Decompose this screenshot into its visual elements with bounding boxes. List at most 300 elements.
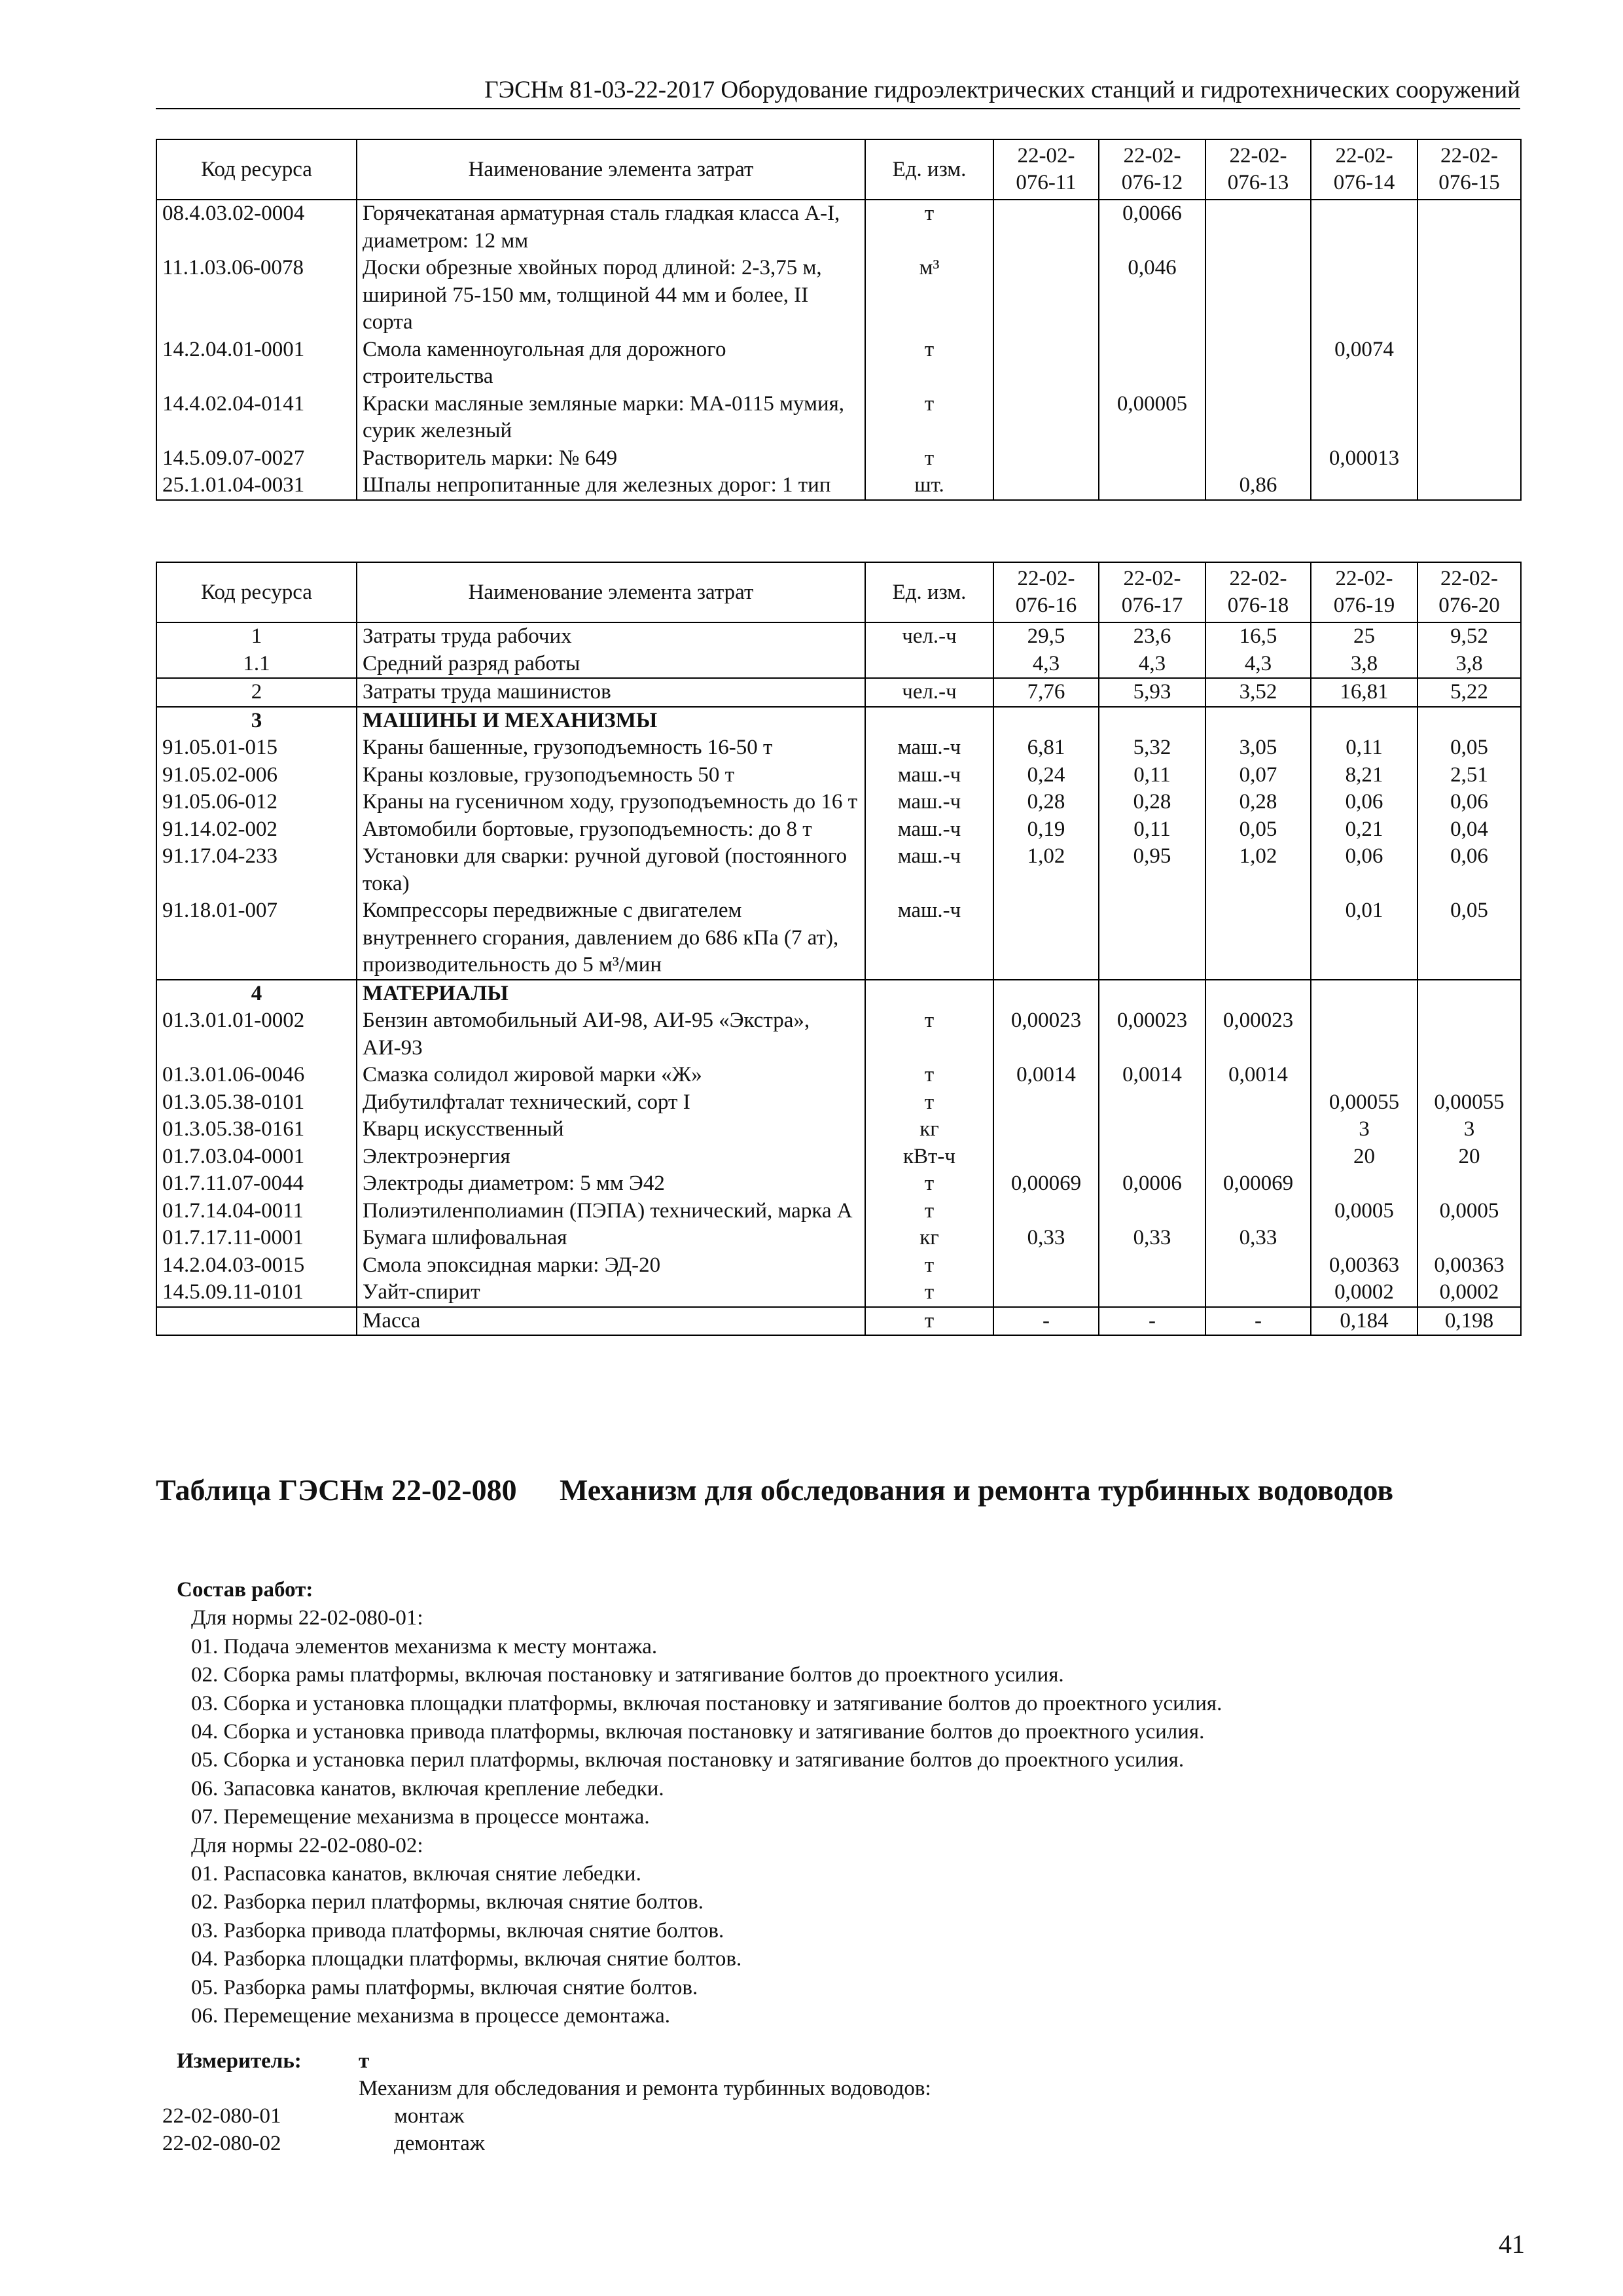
value — [993, 1089, 1099, 1117]
value — [1418, 707, 1521, 735]
column-header: 22-02- 076-18 — [1205, 562, 1311, 622]
column-header: 22-02- 076-16 — [993, 562, 1099, 622]
value — [1099, 1279, 1205, 1307]
value — [1311, 1170, 1418, 1198]
value: 0,11 — [1099, 762, 1205, 789]
table-row — [156, 1252, 1521, 1280]
value — [1205, 391, 1311, 445]
work-composition — [177, 1576, 1222, 2031]
value: 7,76 — [993, 678, 1099, 707]
value: 16,5 — [1205, 622, 1311, 651]
value: 9,52 — [1418, 622, 1521, 651]
resource-code: 01.7.03.04-0001 — [156, 1143, 357, 1171]
table-row — [156, 1143, 1521, 1171]
table-row — [156, 472, 1521, 500]
unit: маш.-ч — [865, 843, 993, 897]
resource-code: 01.3.05.38-0101 — [156, 1089, 357, 1117]
value — [1418, 445, 1521, 473]
norm-code: 22-02-080-01 — [162, 2104, 281, 2128]
resource-code: 91.17.04-233 — [156, 843, 357, 897]
value — [1099, 472, 1205, 500]
resource-code: 91.14.02-002 — [156, 816, 357, 844]
work-step: 06. Перемещение механизма в процессе демонтажа. — [191, 2004, 671, 2028]
table-row — [156, 336, 1521, 391]
value — [1418, 980, 1521, 1008]
value: 5,93 — [1099, 678, 1205, 707]
unit: кВт-ч — [865, 1143, 993, 1171]
value: 0,00023 — [1205, 1007, 1311, 1062]
resource-code: 14.5.09.07-0027 — [156, 445, 357, 473]
table-title-name: Механизм для обследования и ремонта турбинных водоводов — [560, 1473, 1394, 1507]
work-step: 07. Перемещение механизма в процессе монтажа. — [191, 1805, 650, 1829]
table-row — [156, 255, 1521, 336]
resource-code: 1.1 — [156, 651, 357, 679]
resource-code: 01.3.05.38-0161 — [156, 1116, 357, 1143]
resource-name: Смола эпоксидная марки: ЭД-20 — [357, 1252, 865, 1280]
resource-name: Шпалы непропитанные для железных дорог: 1 тип — [357, 472, 865, 500]
value: 0,00023 — [993, 1007, 1099, 1062]
unit: маш.-ч — [865, 734, 993, 762]
resource-code: 01.7.17.11-0001 — [156, 1225, 357, 1252]
value — [1205, 1089, 1311, 1117]
value — [1099, 1252, 1205, 1280]
table-row — [156, 1198, 1521, 1225]
resource-code: 4 — [156, 980, 357, 1008]
column-header: 22-02- 076-14 — [1311, 139, 1418, 200]
column-header: Код ресурса — [156, 139, 357, 200]
resource-name: Краны башенные, грузоподъемность 16-50 т — [357, 734, 865, 762]
measure-label: Измеритель: — [177, 2049, 302, 2073]
value: 0,24 — [993, 762, 1099, 789]
value — [993, 1198, 1099, 1225]
unit: чел.-ч — [865, 678, 993, 707]
resource-table-1 — [156, 139, 1522, 501]
resource-name: Полиэтиленполиамин (ПЭПА) технический, марка А — [357, 1198, 865, 1225]
resource-name: Смола каменноугольная для дорожного строительства — [357, 336, 865, 391]
resource-code: 25.1.01.04-0031 — [156, 472, 357, 500]
table-row — [156, 622, 1521, 651]
resource-name: Кварц искусственный — [357, 1116, 865, 1143]
unit: маш.-ч — [865, 789, 993, 816]
value: 1,02 — [993, 843, 1099, 897]
value: 8,21 — [1311, 762, 1418, 789]
unit: т — [865, 1252, 993, 1280]
column-header: Наименование элемента затрат — [357, 139, 865, 200]
value — [1205, 1279, 1311, 1307]
resource-name: Электроэнергия — [357, 1143, 865, 1171]
column-header: 22-02- 076-13 — [1205, 139, 1311, 200]
resource-code: 01.3.01.06-0046 — [156, 1062, 357, 1089]
section-row — [156, 980, 1521, 1008]
value: 0,07 — [1205, 762, 1311, 789]
value — [1205, 445, 1311, 473]
resource-code: 14.5.09.11-0101 — [156, 1279, 357, 1307]
value: 0,33 — [1205, 1225, 1311, 1252]
value — [1311, 472, 1418, 500]
norm-code: 22-02-080-02 — [162, 2132, 281, 2155]
resource-name: Бензин автомобильный АИ-98, АИ-95 «Экстра», АИ-93 — [357, 1007, 865, 1062]
resource-name: Затраты труда машинистов — [357, 678, 865, 707]
value: 0,33 — [1099, 1225, 1205, 1252]
value: 0,05 — [1205, 816, 1311, 844]
unit: шт. — [865, 472, 993, 500]
value — [1205, 707, 1311, 735]
value — [1099, 1143, 1205, 1171]
value — [1099, 1116, 1205, 1143]
value — [993, 200, 1099, 255]
value: 0,198 — [1418, 1307, 1521, 1336]
value — [1099, 980, 1205, 1008]
value: 0,86 — [1205, 472, 1311, 500]
value — [1418, 1062, 1521, 1089]
unit: т — [865, 336, 993, 391]
unit: т — [865, 1062, 993, 1089]
work-step: 03. Разборка привода платформы, включая снятие болтов. — [191, 1918, 724, 1943]
resource-code: 91.05.06-012 — [156, 789, 357, 816]
unit — [865, 651, 993, 679]
value: 0,0014 — [1205, 1062, 1311, 1089]
norm-name: демонтаж — [394, 2132, 485, 2155]
table-row — [156, 843, 1521, 897]
resource-code: 01.7.11.07-0044 — [156, 1170, 357, 1198]
resource-name: Краски масляные земляные марки: МА-0115 мумия, сурик железный — [357, 391, 865, 445]
table-header-row — [156, 562, 1521, 622]
value: - — [993, 1307, 1099, 1336]
table-row — [156, 445, 1521, 473]
resource-name: Установки для сварки: ручной дуговой (постоянного тока) — [357, 843, 865, 897]
unit: кг — [865, 1225, 993, 1252]
table-row — [156, 897, 1521, 980]
work-step: 04. Сборка и установка привода платформы, включая постановку и затягивание болтов до проектного усилия. — [191, 1720, 1205, 1744]
value: 0,21 — [1311, 816, 1418, 844]
work-step: 01. Распасовка канатов, включая снятие лебедки. — [191, 1862, 641, 1886]
resource-code: 91.18.01-007 — [156, 897, 357, 980]
value: 0,00005 — [1099, 391, 1205, 445]
unit: т — [865, 391, 993, 445]
column-header: Код ресурса — [156, 562, 357, 622]
work-step: Для нормы 22-02-080-02: — [191, 1833, 423, 1857]
value: 23,6 — [1099, 622, 1205, 651]
value: 4,3 — [1099, 651, 1205, 679]
value: 0,00055 — [1311, 1089, 1418, 1117]
table-row — [156, 1225, 1521, 1252]
value: 0,00055 — [1418, 1089, 1521, 1117]
value — [1418, 255, 1521, 336]
work-step: 01. Подача элементов механизма к месту монтажа. — [191, 1634, 658, 1659]
value: 0,0014 — [1099, 1062, 1205, 1089]
column-header: 22-02- 076-12 — [1099, 139, 1205, 200]
unit: т — [865, 200, 993, 255]
value — [1311, 391, 1418, 445]
value — [993, 1116, 1099, 1143]
section-row — [156, 707, 1521, 735]
value: 0,28 — [1205, 789, 1311, 816]
value — [1205, 1116, 1311, 1143]
value: 3,52 — [1205, 678, 1311, 707]
value: 0,04 — [1418, 816, 1521, 844]
resource-code: 91.05.02-006 — [156, 762, 357, 789]
value — [993, 1143, 1099, 1171]
value — [993, 445, 1099, 473]
unit: маш.-ч — [865, 897, 993, 980]
value: 3,8 — [1311, 651, 1418, 679]
value: 16,81 — [1311, 678, 1418, 707]
norm-name: монтаж — [394, 2104, 465, 2128]
value: 4,3 — [1205, 651, 1311, 679]
work-step: 05. Разборка рамы платформы, включая снятие болтов. — [191, 1975, 698, 2000]
resource-name: Бумага шлифовальная — [357, 1225, 865, 1252]
value: 0,06 — [1418, 843, 1521, 897]
resource-table-2 — [156, 562, 1522, 1336]
value: 0,06 — [1311, 789, 1418, 816]
table-row — [156, 1279, 1521, 1307]
table-row — [156, 1116, 1521, 1143]
value — [1205, 200, 1311, 255]
value — [993, 1279, 1099, 1307]
table-row — [156, 1170, 1521, 1198]
value: 6,81 — [993, 734, 1099, 762]
value — [1311, 200, 1418, 255]
value — [1099, 897, 1205, 980]
value — [993, 391, 1099, 445]
work-step: 04. Разборка площадки платформы, включая снятие болтов. — [191, 1947, 742, 1971]
value: 0,00023 — [1099, 1007, 1205, 1062]
value — [1418, 336, 1521, 391]
unit: т — [865, 1089, 993, 1117]
value — [1418, 1007, 1521, 1062]
value — [1418, 391, 1521, 445]
resource-code: 11.1.03.06-0078 — [156, 255, 357, 336]
value — [1418, 472, 1521, 500]
value — [1099, 707, 1205, 735]
value: 0,00363 — [1311, 1252, 1418, 1280]
value: 2,51 — [1418, 762, 1521, 789]
resource-code: 01.7.14.04-0011 — [156, 1198, 357, 1225]
table-row — [156, 200, 1521, 255]
value — [993, 255, 1099, 336]
value: 0,0002 — [1311, 1279, 1418, 1307]
value: 0,11 — [1311, 734, 1418, 762]
unit: т — [865, 1007, 993, 1062]
value: 1,02 — [1205, 843, 1311, 897]
header-rule — [156, 108, 1520, 109]
value: 3,05 — [1205, 734, 1311, 762]
resource-name: МАТЕРИАЛЫ — [357, 980, 865, 1008]
value — [1205, 255, 1311, 336]
value: 5,32 — [1099, 734, 1205, 762]
resource-name: Краны козловые, грузоподъемность 50 т — [357, 762, 865, 789]
value: 0,33 — [993, 1225, 1099, 1252]
resource-code: 1 — [156, 622, 357, 651]
value — [993, 707, 1099, 735]
unit: т — [865, 1198, 993, 1225]
value: 4,3 — [993, 651, 1099, 679]
unit: т — [865, 445, 993, 473]
value: 0,0066 — [1099, 200, 1205, 255]
work-step: 02. Разборка перил платформы, включая снятие болтов. — [191, 1890, 704, 1914]
value: 0,05 — [1418, 734, 1521, 762]
value: 0,046 — [1099, 255, 1205, 336]
table-row — [156, 678, 1521, 707]
measure-description: Механизм для обследования и ремонта турбинных водоводов: — [359, 2077, 931, 2100]
unit — [865, 707, 993, 735]
resource-code: 08.4.03.02-0004 — [156, 200, 357, 255]
unit: маш.-ч — [865, 762, 993, 789]
work-step: 05. Сборка и установка перил платформы, включая постановку и затягивание болтов до проектного усилия. — [191, 1748, 1185, 1772]
table-row — [156, 1007, 1521, 1062]
column-header: 22-02- 076-19 — [1311, 562, 1418, 622]
value — [1205, 1198, 1311, 1225]
unit: т — [865, 1170, 993, 1198]
work-step: Для нормы 22-02-080-01: — [191, 1606, 423, 1630]
resource-name: Краны на гусеничном ходу, грузоподъемность до 16 т — [357, 789, 865, 816]
value: 0,06 — [1311, 843, 1418, 897]
value: 0,0005 — [1311, 1198, 1418, 1225]
value: 25 — [1311, 622, 1418, 651]
measure-unit: т — [359, 2049, 370, 2073]
value: 0,28 — [1099, 789, 1205, 816]
value — [1205, 1143, 1311, 1171]
value — [993, 1252, 1099, 1280]
value — [993, 897, 1099, 980]
value: 3,8 — [1418, 651, 1521, 679]
unit: чел.-ч — [865, 622, 993, 651]
value: 0,95 — [1099, 843, 1205, 897]
table-row — [156, 1089, 1521, 1117]
value: 0,0074 — [1311, 336, 1418, 391]
table-row — [156, 651, 1521, 679]
value: 0,28 — [993, 789, 1099, 816]
value: 20 — [1418, 1143, 1521, 1171]
value — [1099, 1089, 1205, 1117]
value: 0,06 — [1418, 789, 1521, 816]
value — [1418, 1225, 1521, 1252]
unit: т — [865, 1307, 993, 1336]
value: 0,11 — [1099, 816, 1205, 844]
column-header: 22-02- 076-11 — [993, 139, 1099, 200]
column-header: 22-02- 076-20 — [1418, 562, 1521, 622]
value: 29,5 — [993, 622, 1099, 651]
work-step: 02. Сборка рамы платформы, включая постановку и затягивание болтов до проектного усилия. — [191, 1663, 1064, 1687]
value: 0,0005 — [1418, 1198, 1521, 1225]
resource-name: Затраты труда рабочих — [357, 622, 865, 651]
value: 0,01 — [1311, 897, 1418, 980]
resource-code — [156, 1307, 357, 1336]
value — [1311, 255, 1418, 336]
value: 0,0006 — [1099, 1170, 1205, 1198]
resource-code: 91.05.01-015 — [156, 734, 357, 762]
value — [1205, 897, 1311, 980]
resource-name: Уайт-спирит — [357, 1279, 865, 1307]
column-header: Наименование элемента затрат — [357, 562, 865, 622]
value: 0,184 — [1311, 1307, 1418, 1336]
value: 20 — [1311, 1143, 1418, 1171]
table-row — [156, 816, 1521, 844]
resource-name: Масса — [357, 1307, 865, 1336]
value — [993, 336, 1099, 391]
value — [1311, 707, 1418, 735]
column-header: Ед. изм. — [865, 139, 993, 200]
value — [1205, 1252, 1311, 1280]
table-title-code: Таблица ГЭСНм 22-02-080 — [156, 1473, 517, 1507]
value — [1418, 1170, 1521, 1198]
resource-name: Растворитель марки: № 649 — [357, 445, 865, 473]
value: 0,0014 — [993, 1062, 1099, 1089]
value: - — [1099, 1307, 1205, 1336]
value — [1311, 980, 1418, 1008]
value — [1099, 445, 1205, 473]
value: 0,05 — [1418, 897, 1521, 980]
resource-name: Автомобили бортовые, грузоподъемность: до 8 т — [357, 816, 865, 844]
value — [1418, 200, 1521, 255]
resource-code: 2 — [156, 678, 357, 707]
work-step: 06. Запасовка канатов, включая крепление лебедки. — [191, 1776, 664, 1801]
table-row — [156, 734, 1521, 762]
unit: м³ — [865, 255, 993, 336]
resource-code: 14.4.02.04-0141 — [156, 391, 357, 445]
value: 5,22 — [1418, 678, 1521, 707]
resource-name: Средний разряд работы — [357, 651, 865, 679]
running-header: ГЭСНм 81-03-22-2017 Оборудование гидроэлектрических станций и гидротехнических сооружений — [484, 77, 1520, 103]
value — [993, 980, 1099, 1008]
resource-code: 14.2.04.03-0015 — [156, 1252, 357, 1280]
value: 0,19 — [993, 816, 1099, 844]
resource-code: 01.3.01.01-0002 — [156, 1007, 357, 1062]
unit — [865, 980, 993, 1008]
value: 0,00069 — [993, 1170, 1099, 1198]
value — [1205, 336, 1311, 391]
unit: маш.-ч — [865, 816, 993, 844]
unit: т — [865, 1279, 993, 1307]
resource-code: 3 — [156, 707, 357, 735]
value — [1099, 336, 1205, 391]
value — [993, 472, 1099, 500]
unit: кг — [865, 1116, 993, 1143]
resource-name: МАШИНЫ И МЕХАНИЗМЫ — [357, 707, 865, 735]
mass-row — [156, 1307, 1521, 1336]
resource-name: Горячекатаная арматурная сталь гладкая класса А-I, диаметром: 12 мм — [357, 200, 865, 255]
value — [1099, 1198, 1205, 1225]
table-row — [156, 762, 1521, 789]
resource-name: Доски обрезные хвойных пород длиной: 2-3,75 м, шириной 75-150 мм, толщиной 44 мм и более, II сорта — [357, 255, 865, 336]
column-header: 22-02- 076-15 — [1418, 139, 1521, 200]
value: - — [1205, 1307, 1311, 1336]
value — [1311, 1007, 1418, 1062]
value: 0,0002 — [1418, 1279, 1521, 1307]
value — [1311, 1062, 1418, 1089]
value: 3 — [1311, 1116, 1418, 1143]
column-header: 22-02- 076-17 — [1099, 562, 1205, 622]
value: 3 — [1418, 1116, 1521, 1143]
table-header-row — [156, 139, 1521, 200]
table-row — [156, 1062, 1521, 1089]
column-header: Ед. изм. — [865, 562, 993, 622]
page-number: 41 — [1499, 2229, 1525, 2259]
resource-name: Компрессоры передвижные с двигателем внутреннего сгорания, давлением до 686 кПа (7 ат), производительность до 5 м³/мин — [357, 897, 865, 980]
table-row — [156, 789, 1521, 816]
table-row — [156, 391, 1521, 445]
resource-name: Электроды диаметром: 5 мм Э42 — [357, 1170, 865, 1198]
work-composition-label: Состав работ: — [177, 1578, 313, 1602]
work-step: 03. Сборка и установка площадки платформы, включая постановку и затягивание болтов до проектного усилия. — [191, 1691, 1222, 1715]
value — [1205, 980, 1311, 1008]
resource-name: Дибутилфталат технический, сорт I — [357, 1089, 865, 1117]
resource-code: 14.2.04.01-0001 — [156, 336, 357, 391]
value: 0,00013 — [1311, 445, 1418, 473]
value — [1311, 1225, 1418, 1252]
resource-name: Смазка солидол жировой марки «Ж» — [357, 1062, 865, 1089]
value: 0,00363 — [1418, 1252, 1521, 1280]
